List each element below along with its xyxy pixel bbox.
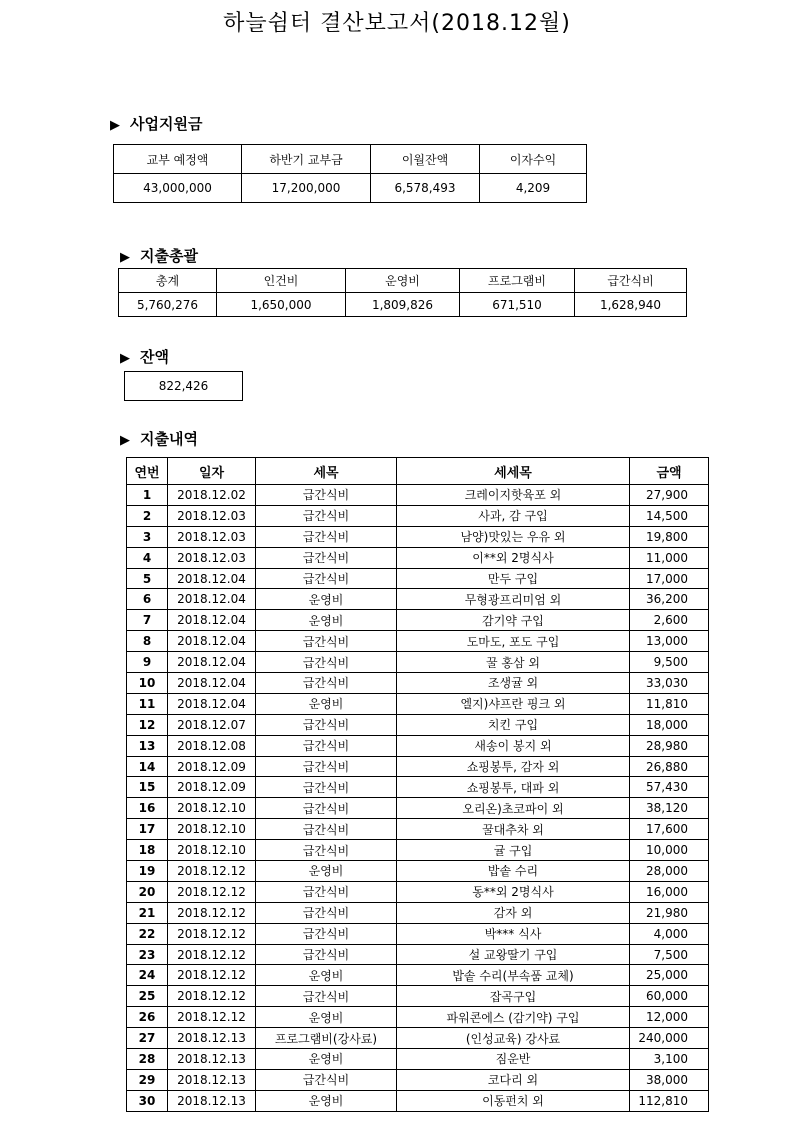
item-cell: 감기약 구입 [397, 610, 630, 631]
category-cell: 운영비 [256, 589, 397, 610]
date-cell: 2018.12.04 [168, 693, 256, 714]
table-row [127, 756, 709, 777]
row-number-cell: 10 [127, 673, 168, 694]
category-cell: 운영비 [256, 693, 397, 714]
category-cell: 급간식비 [256, 547, 397, 568]
table-row [127, 610, 709, 631]
table-row [127, 485, 709, 506]
table-row [127, 714, 709, 735]
support-value-cell: 4,209 [480, 174, 587, 203]
row-number-cell: 15 [127, 777, 168, 798]
item-cell: 귤 구입 [397, 840, 630, 861]
row-number-cell: 14 [127, 756, 168, 777]
table-row [127, 673, 709, 694]
section-heading-details: ▶ 지출내역 [120, 430, 198, 448]
support-value-cell: 17,200,000 [242, 174, 371, 203]
summary-value-cell: 671,510 [460, 293, 575, 317]
date-cell: 2018.12.12 [168, 902, 256, 923]
amount-cell: 11,810 [630, 693, 709, 714]
summary-header-cell: 총계 [119, 269, 217, 293]
amount-cell: 60,000 [630, 986, 709, 1007]
amount-cell: 57,430 [630, 777, 709, 798]
table-row [127, 798, 709, 819]
section-heading-balance: ▶ 잔액 [120, 348, 169, 366]
table-row [127, 1007, 709, 1028]
support-value-row [114, 174, 587, 203]
date-cell: 2018.12.12 [168, 944, 256, 965]
item-cell: 쇼핑봉투, 감자 외 [397, 756, 630, 777]
item-cell: 엘지)샤프란 핑크 외 [397, 693, 630, 714]
item-cell: 도마도, 포도 구입 [397, 631, 630, 652]
item-cell: 이동펀치 외 [397, 1090, 630, 1111]
summary-header-cell: 급간식비 [575, 269, 687, 293]
item-cell: 만두 구입 [397, 568, 630, 589]
details-table [126, 457, 709, 1112]
row-number-cell: 9 [127, 652, 168, 673]
date-cell: 2018.12.04 [168, 568, 256, 589]
category-cell: 급간식비 [256, 923, 397, 944]
row-number-cell: 1 [127, 485, 168, 506]
date-cell: 2018.12.12 [168, 861, 256, 882]
row-number-cell: 27 [127, 1028, 168, 1049]
balance-value: 822,426 [124, 371, 243, 401]
triangle-right-icon: ▶ [110, 118, 120, 133]
row-number-cell: 21 [127, 902, 168, 923]
category-cell: 급간식비 [256, 485, 397, 506]
row-number-cell: 6 [127, 589, 168, 610]
table-row [127, 1090, 709, 1111]
date-cell: 2018.12.12 [168, 1007, 256, 1028]
amount-cell: 7,500 [630, 944, 709, 965]
details-header-cell: 일자 [168, 458, 256, 485]
item-cell: 잡곡구입 [397, 986, 630, 1007]
amount-cell: 16,000 [630, 881, 709, 902]
table-row [127, 589, 709, 610]
amount-cell: 28,000 [630, 861, 709, 882]
date-cell: 2018.12.02 [168, 485, 256, 506]
support-header-cell: 이자수익 [480, 145, 587, 174]
page-title: 하늘쉼터 결산보고서(2018.12월) [223, 11, 571, 36]
table-row [127, 881, 709, 902]
category-cell: 급간식비 [256, 652, 397, 673]
category-cell: 급간식비 [256, 673, 397, 694]
category-cell: 급간식비 [256, 1069, 397, 1090]
item-cell: 새송이 봉지 외 [397, 735, 630, 756]
table-row [127, 547, 709, 568]
table-row [127, 986, 709, 1007]
category-cell: 프로그램비(강사료) [256, 1028, 397, 1049]
item-cell: 이**외 2명식사 [397, 547, 630, 568]
section-heading-summary: ▶ 지출총괄 [120, 247, 198, 265]
triangle-right-icon: ▶ [120, 250, 130, 265]
summary-value-cell: 1,809,826 [346, 293, 460, 317]
amount-cell: 17,600 [630, 819, 709, 840]
row-number-cell: 11 [127, 693, 168, 714]
row-number-cell: 18 [127, 840, 168, 861]
row-number-cell: 5 [127, 568, 168, 589]
triangle-right-icon: ▶ [120, 433, 130, 448]
amount-cell: 38,120 [630, 798, 709, 819]
row-number-cell: 25 [127, 986, 168, 1007]
date-cell: 2018.12.12 [168, 965, 256, 986]
item-cell: 설 교왕딸기 구입 [397, 944, 630, 965]
row-number-cell: 8 [127, 631, 168, 652]
table-row [127, 568, 709, 589]
table-row [127, 902, 709, 923]
support-header-cell: 하반기 교부금 [242, 145, 371, 174]
summary-header-cell: 프로그램비 [460, 269, 575, 293]
item-cell: 파워콘에스 (감기약) 구입 [397, 1007, 630, 1028]
row-number-cell: 17 [127, 819, 168, 840]
amount-cell: 17,000 [630, 568, 709, 589]
details-header-row [127, 458, 709, 485]
item-cell: 꿀대추차 외 [397, 819, 630, 840]
details-header-cell: 세세목 [397, 458, 630, 485]
row-number-cell: 20 [127, 881, 168, 902]
date-cell: 2018.12.09 [168, 777, 256, 798]
category-cell: 급간식비 [256, 526, 397, 547]
date-cell: 2018.12.13 [168, 1069, 256, 1090]
details-header-cell: 금액 [630, 458, 709, 485]
category-cell: 급간식비 [256, 756, 397, 777]
date-cell: 2018.12.03 [168, 505, 256, 526]
amount-cell: 18,000 [630, 714, 709, 735]
category-cell: 급간식비 [256, 840, 397, 861]
item-cell: 꿀 홍삼 외 [397, 652, 630, 673]
amount-cell: 38,000 [630, 1069, 709, 1090]
support-table [113, 144, 587, 203]
row-number-cell: 16 [127, 798, 168, 819]
amount-cell: 27,900 [630, 485, 709, 506]
item-cell: 감자 외 [397, 902, 630, 923]
date-cell: 2018.12.04 [168, 673, 256, 694]
row-number-cell: 19 [127, 861, 168, 882]
table-row [127, 1049, 709, 1070]
amount-cell: 10,000 [630, 840, 709, 861]
amount-cell: 12,000 [630, 1007, 709, 1028]
category-cell: 운영비 [256, 861, 397, 882]
date-cell: 2018.12.12 [168, 986, 256, 1007]
date-cell: 2018.12.13 [168, 1090, 256, 1111]
table-row [127, 819, 709, 840]
summary-header-cell: 운영비 [346, 269, 460, 293]
date-cell: 2018.12.03 [168, 526, 256, 547]
support-header-cell: 교부 예정액 [114, 145, 242, 174]
item-cell: 남양)맛있는 우유 외 [397, 526, 630, 547]
category-cell: 급간식비 [256, 902, 397, 923]
summary-header-cell: 인건비 [217, 269, 346, 293]
amount-cell: 25,000 [630, 965, 709, 986]
details-body [127, 485, 709, 1112]
amount-cell: 112,810 [630, 1090, 709, 1111]
item-cell: 무형광프리미엄 외 [397, 589, 630, 610]
category-cell: 급간식비 [256, 944, 397, 965]
table-row [127, 735, 709, 756]
category-cell: 급간식비 [256, 714, 397, 735]
category-cell: 운영비 [256, 965, 397, 986]
item-cell: 사과, 감 구입 [397, 505, 630, 526]
amount-cell: 36,200 [630, 589, 709, 610]
support-header-row [114, 145, 587, 174]
category-cell: 급간식비 [256, 568, 397, 589]
category-cell: 급간식비 [256, 735, 397, 756]
summary-table [118, 268, 687, 317]
category-cell: 급간식비 [256, 505, 397, 526]
row-number-cell: 12 [127, 714, 168, 735]
item-cell: 코다리 외 [397, 1069, 630, 1090]
triangle-right-icon: ▶ [120, 351, 130, 366]
date-cell: 2018.12.13 [168, 1028, 256, 1049]
table-row [127, 652, 709, 673]
row-number-cell: 24 [127, 965, 168, 986]
item-cell: 짐운반 [397, 1049, 630, 1070]
item-cell: 크레이지핫육포 외 [397, 485, 630, 506]
row-number-cell: 7 [127, 610, 168, 631]
support-value-cell: 6,578,493 [371, 174, 480, 203]
summary-value-cell: 1,628,940 [575, 293, 687, 317]
amount-cell: 9,500 [630, 652, 709, 673]
table-row [127, 840, 709, 861]
table-row [127, 631, 709, 652]
category-cell: 급간식비 [256, 798, 397, 819]
amount-cell: 3,100 [630, 1049, 709, 1070]
date-cell: 2018.12.07 [168, 714, 256, 735]
category-cell: 급간식비 [256, 819, 397, 840]
category-cell: 급간식비 [256, 881, 397, 902]
amount-cell: 13,000 [630, 631, 709, 652]
table-row [127, 505, 709, 526]
details-header-cell: 세목 [256, 458, 397, 485]
item-cell: (인성교육) 강사료 [397, 1028, 630, 1049]
date-cell: 2018.12.04 [168, 610, 256, 631]
row-number-cell: 23 [127, 944, 168, 965]
amount-cell: 14,500 [630, 505, 709, 526]
amount-cell: 28,980 [630, 735, 709, 756]
category-cell: 운영비 [256, 1007, 397, 1028]
amount-cell: 21,980 [630, 902, 709, 923]
item-cell: 쇼핑봉투, 대파 외 [397, 777, 630, 798]
item-cell: 밥솥 수리(부속품 교체) [397, 965, 630, 986]
amount-cell: 26,880 [630, 756, 709, 777]
item-cell: 치킨 구입 [397, 714, 630, 735]
amount-cell: 4,000 [630, 923, 709, 944]
row-number-cell: 2 [127, 505, 168, 526]
date-cell: 2018.12.09 [168, 756, 256, 777]
details-header-cell: 연번 [127, 458, 168, 485]
date-cell: 2018.12.03 [168, 547, 256, 568]
summary-header-row [119, 269, 687, 293]
amount-cell: 11,000 [630, 547, 709, 568]
row-number-cell: 29 [127, 1069, 168, 1090]
category-cell: 급간식비 [256, 777, 397, 798]
summary-value-cell: 1,650,000 [217, 293, 346, 317]
support-header-cell: 이월잔액 [371, 145, 480, 174]
summary-value-row [119, 293, 687, 317]
amount-cell: 33,030 [630, 673, 709, 694]
category-cell: 운영비 [256, 610, 397, 631]
row-number-cell: 13 [127, 735, 168, 756]
table-row [127, 1069, 709, 1090]
date-cell: 2018.12.10 [168, 840, 256, 861]
amount-cell: 240,000 [630, 1028, 709, 1049]
row-number-cell: 30 [127, 1090, 168, 1111]
item-cell: 밥솥 수리 [397, 861, 630, 882]
row-number-cell: 22 [127, 923, 168, 944]
date-cell: 2018.12.04 [168, 589, 256, 610]
table-row [127, 1028, 709, 1049]
category-cell: 급간식비 [256, 631, 397, 652]
date-cell: 2018.12.12 [168, 923, 256, 944]
row-number-cell: 28 [127, 1049, 168, 1070]
table-row [127, 777, 709, 798]
item-cell: 조생귤 외 [397, 673, 630, 694]
item-cell: 동**외 2명식사 [397, 881, 630, 902]
amount-cell: 19,800 [630, 526, 709, 547]
table-row [127, 944, 709, 965]
summary-value-cell: 5,760,276 [119, 293, 217, 317]
table-row [127, 965, 709, 986]
table-row [127, 861, 709, 882]
row-number-cell: 4 [127, 547, 168, 568]
item-cell: 박*** 식사 [397, 923, 630, 944]
item-cell: 오리온)초코파이 외 [397, 798, 630, 819]
section-heading-support: ▶ 사업지원금 [110, 115, 203, 133]
date-cell: 2018.12.04 [168, 631, 256, 652]
date-cell: 2018.12.10 [168, 798, 256, 819]
date-cell: 2018.12.13 [168, 1049, 256, 1070]
support-value-cell: 43,000,000 [114, 174, 242, 203]
category-cell: 운영비 [256, 1049, 397, 1070]
row-number-cell: 26 [127, 1007, 168, 1028]
table-row [127, 693, 709, 714]
table-row [127, 923, 709, 944]
category-cell: 급간식비 [256, 986, 397, 1007]
date-cell: 2018.12.10 [168, 819, 256, 840]
table-row [127, 526, 709, 547]
date-cell: 2018.12.12 [168, 881, 256, 902]
date-cell: 2018.12.04 [168, 652, 256, 673]
category-cell: 운영비 [256, 1090, 397, 1111]
date-cell: 2018.12.08 [168, 735, 256, 756]
amount-cell: 2,600 [630, 610, 709, 631]
row-number-cell: 3 [127, 526, 168, 547]
